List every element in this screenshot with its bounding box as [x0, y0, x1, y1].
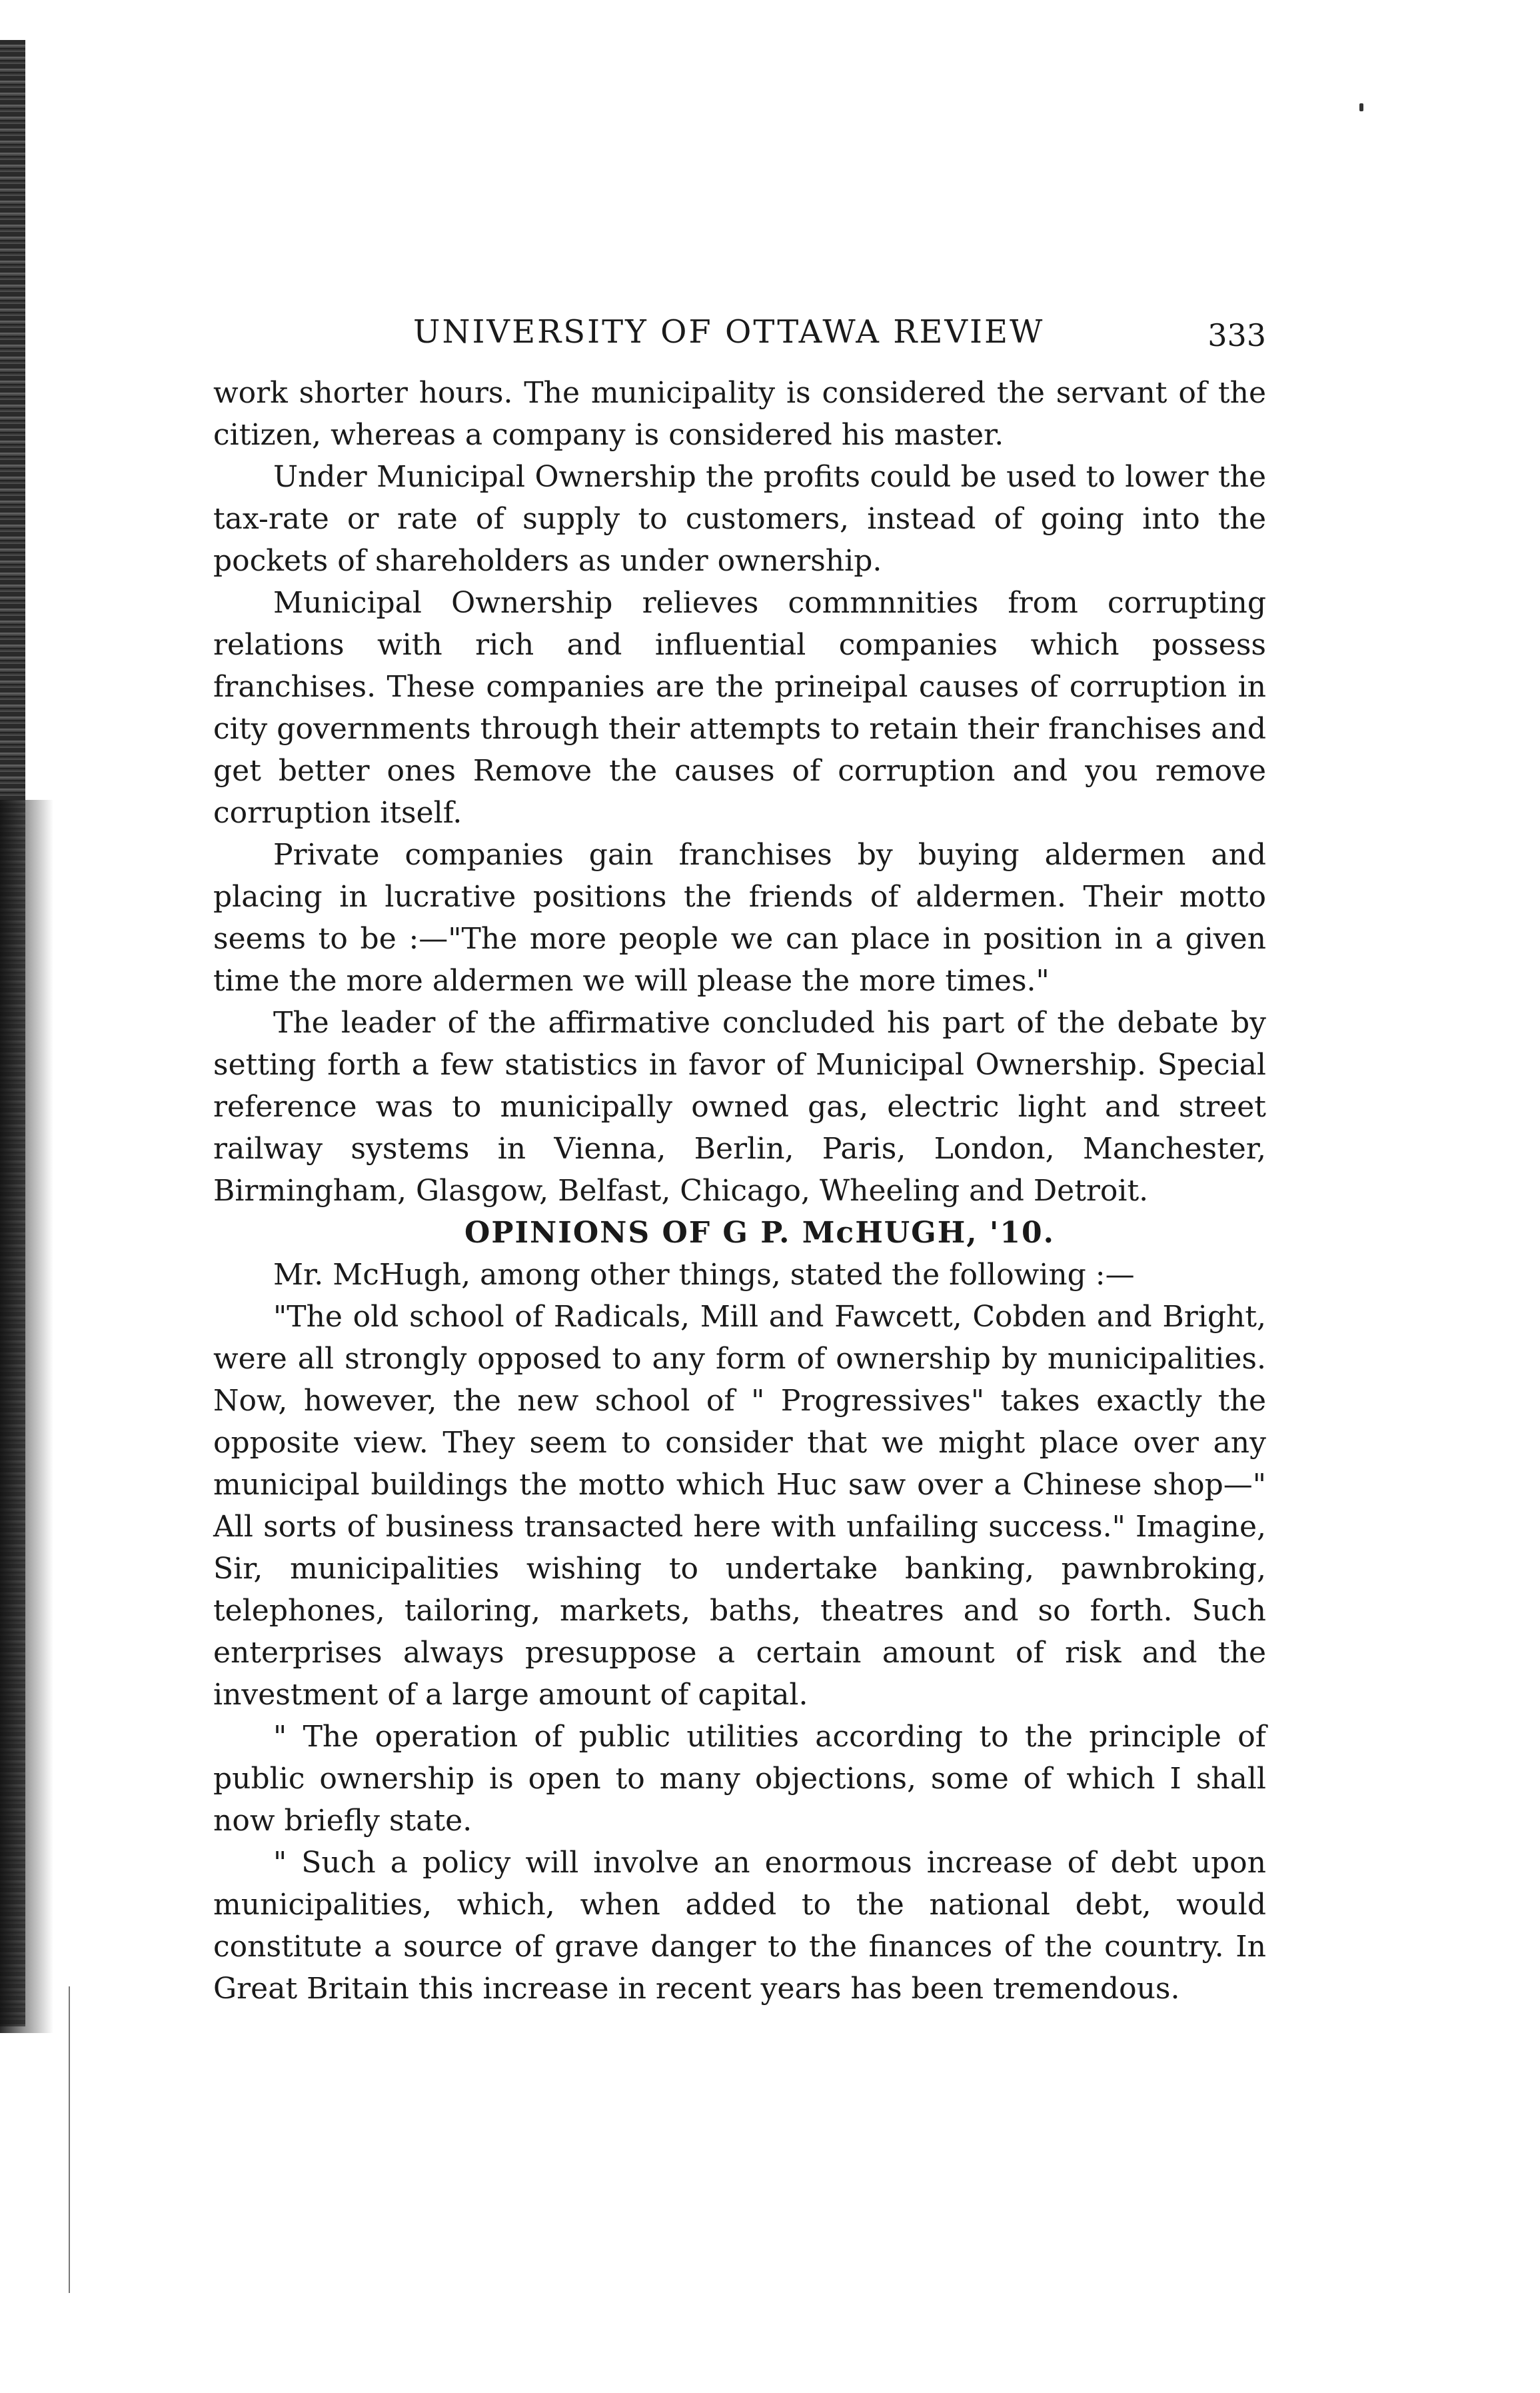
- paragraph: " Such a policy will involve an enormous increase of debt upon municipalities, which, when added to the national debt, would constitute a source of grave danger to the finances of the country. In Great Britain this increase in recent years has been tremendous.: [213, 1846, 1266, 2006]
- paragraph: Municipal Ownership relieves commnnities from corrupting relations with rich and influential companies which possess franchises. These companies are the prineipal causes of corruption in city governments through their attempts to retain their franchises and get better ones Remove the causes of corruption and you remove corruption itself.: [213, 586, 1266, 830]
- paragraph: "The old school of Radicals, Mill and Fawcett, Cobden and Bright, were all strongly opposed to any form of ownership by municipalities. Now, however, the new school of " Progressives" takes exactly the opposite view. They seem to consider that we might place over any municipal buildings the motto which Huc saw over a Chinese shop—" All sorts of business transacted here with unfailing success." Imagine, Sir, municipalities wishing to undertake banking, pawnbroking, telephones, tailoring, markets, baths, theatres and so forth. Such enterprises always presuppose a certain amount of risk and the investment of a large amount of capital.: [213, 1300, 1266, 1712]
- journal-title: UNIVERSITY OF OTTAWA REVIEW: [413, 313, 1045, 351]
- page-number: 333: [1207, 317, 1266, 353]
- paragraph: Under Municipal Ownership the profits could be used to lower the tax-rate or rate of supply to customers, instead of going into the pockets of shareholders as under ownership.: [213, 460, 1266, 578]
- running-head: [213, 313, 1266, 367]
- article-body: [213, 372, 1266, 2010]
- scanned-binding-shadow: [0, 800, 53, 2033]
- paragraph: Mr. McHugh, among other things, stated the following :—: [273, 1258, 1135, 1292]
- scan-speck: [1359, 103, 1363, 111]
- paragraph: " The operation of public utilities according to the principle of public ownership is open to many objections, some of which I shall now briefly state.: [213, 1720, 1266, 1838]
- section-heading: OPINIONS OF G P. McHUGH, '10.: [464, 1216, 1055, 1250]
- scanned-margin-line: [69, 1986, 70, 2293]
- paragraph: Private companies gain franchises by buying aldermen and placing in lucrative positions the friends of aldermen. Their motto seems to be :—"The more people we can place in position in a given time the more aldermen we will please the more times.": [213, 838, 1266, 998]
- paragraph: The leader of the affirmative concluded his part of the debate by setting forth a few statistics in favor of Municipal Ownership. Special reference was to municipally owned gas, electric light and street railway systems in Vienna, Berlin, Paris, London, Manchester, Birmingham, Glasgow, Belfast, Chicago, Wheeling and Detroit.: [213, 1006, 1266, 1208]
- paragraph: work shorter hours. The municipality is considered the servant of the citizen, whereas a company is considered his master.: [213, 376, 1266, 452]
- document-page: [213, 313, 1266, 2010]
